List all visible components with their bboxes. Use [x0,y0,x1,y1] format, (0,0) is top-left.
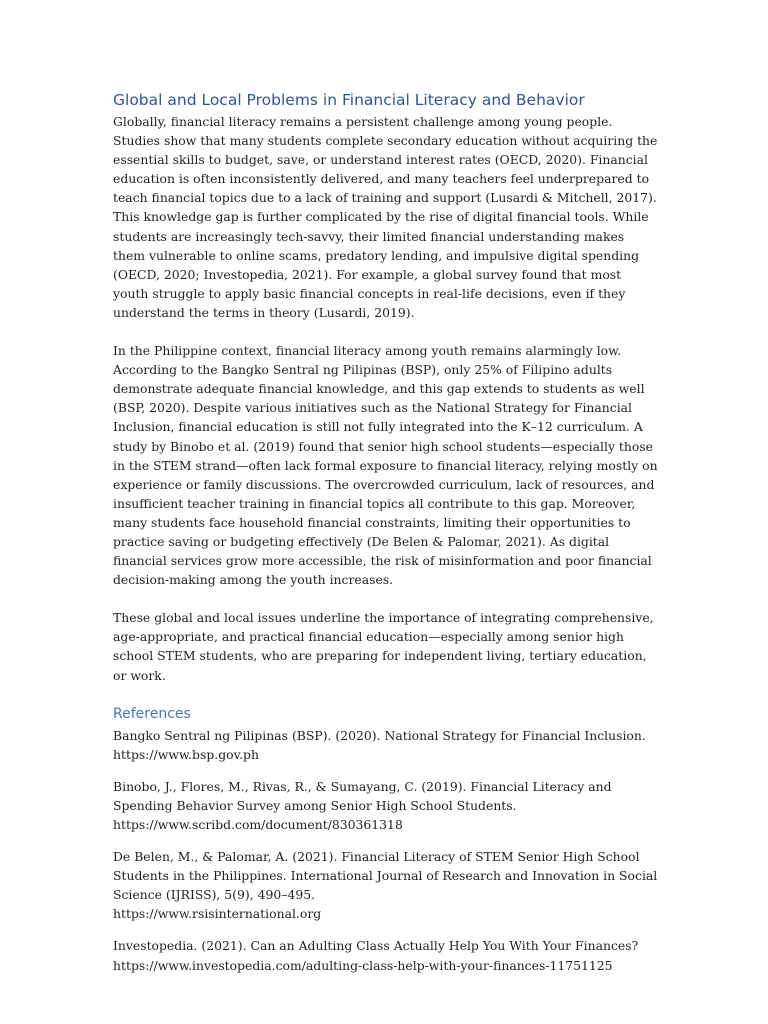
reference-citation: Bangko Sentral ng Pilipinas (BSP). (2020). National Strategy for Financial Inclusion. [113,727,646,743]
section-heading: Global and Local Problems in Financial Literacy and Behavior [113,91,585,109]
reference-entry-de-belen [113,847,658,923]
body-paragraph-philippine: In the Philippine context, financial literacy among youth remains alarmingly low. According to the Bangko Sentral ng Pilipinas (BSP), only 25% of Filipino adults demonstrate adequate financial knowledge, and this gap extends to students as well (BSP, 2020). Despite various initiatives such as the National Strategy for Financial Inclusion, financial education is still not fully integrated into the K–12 curriculum. A study by Binobo et al. (2019) found that senior high school students—especially those in the STEM strand—often lack formal exposure to financial literacy, relying mostly on experience or family discussions. The overcrowded curriculum, lack of resources, and insufficient teacher training in financial topics all contribute to this gap. Moreover, many students face household financial constraints, limiting their opportunities to practice saving or budgeting effectively (De Belen & Palomar, 2021). As digital financial services grow more accessible, the risk of misinformation and poor financial decision-making among the youth increases. [113,343,658,588]
body-paragraph-conclusion: These global and local issues underline the importance of integrating comprehensive, age-appropriate, and practical financial education—especially among senior high school STEM students, who are preparing for independent living, tertiary education, or work. [113,610,654,683]
reference-citation: Binobo, J., Flores, M., Rivas, R., & Sumayang, C. (2019). Financial Literacy and Spending Behavior Survey among Senior High School Students. [113,778,612,813]
reference-url: https://www.scribd.com/document/830361318 [113,817,403,832]
reference-url: https://www.rsisinternational.org [113,906,322,922]
reference-citation: De Belen, M., & Palomar, A. (2021). Financial Literacy of STEM Senior High School Students in the Philippines. International Journal of Research and Innovation in Social Science (IJRISS), 5(9), 490–495. [113,849,658,903]
reference-url: https://www.investopedia.com/adulting-class-help-with-your-finances-11751125 [113,957,613,973]
document-content [113,89,658,988]
reference-url: https://www.bsp.gov.ph [113,746,259,762]
reference-entry-bsp [113,726,658,764]
body-paragraph-global: Globally, financial literacy remains a persistent challenge among young people. Studies show that many students complete secondary education without acquiring the essential skills to budget, save, or understand interest rates (OECD, 2020). Financial education is often inconsistently delivered, and many teachers feel underprepared to teach financial topics due to a lack of training and support (Lusardi & Mitchell, 2017). This knowledge gap is further complicated by the rise of digital financial tools. While students are increasingly tech-savvy, their limited financial understanding makes them vulnerable to online scams, predatory lending, and impulsive digital spending (OECD, 2020; Investopedia, 2021). For example, a global survey found that most youth struggle to apply basic financial concepts in real-life decisions, even if they understand the terms in theory (Lusardi, 2019). [113,114,658,320]
reference-entry-binobo [113,777,658,834]
references-heading: References [113,705,191,722]
reference-entry-investopedia [113,936,658,974]
reference-citation: Investopedia. (2021). Can an Adulting Class Actually Help You With Your Finances? [113,938,639,954]
